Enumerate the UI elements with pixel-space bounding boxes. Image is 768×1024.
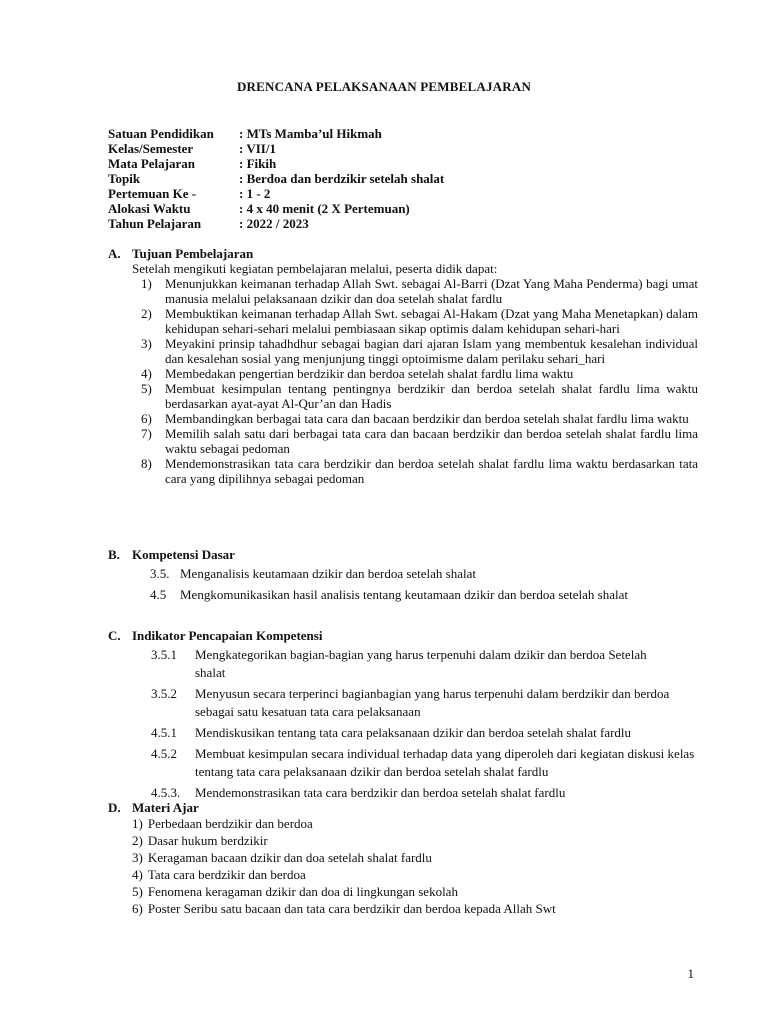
item-text: Membuat kesimpulan secara individual terhadap data yang diperoleh dari kegiatan diskusi kelas tentang tata cara pelaksanaan dzikir dan berdoa setelah shalat fardlu — [195, 746, 695, 779]
info-value: : VII/1 — [239, 141, 276, 156]
section-letter: A. — [108, 246, 121, 261]
info-row — [108, 216, 444, 231]
page-number: 1 — [687, 966, 694, 981]
item-number: 2) — [141, 306, 152, 321]
item-number: 8) — [141, 456, 152, 471]
item-text: Membuktikan keimanan terhadap Allah Swt. sebagai Al-Hakam (Dzat yang Maha Menetapkan) dalam kehidupan sehari-sehari melalui pembiasaan sikap optimis dalam kehidupan sehari-hari — [165, 306, 698, 336]
list-item — [141, 411, 698, 426]
item-text: Mendemonstrasikan tata cara berdzikir dan berdoa setelah shalat fardlu lima waktu berdasarkan tata cara yang dipilihnya sebagai pedoman — [165, 456, 698, 486]
list-item — [151, 685, 698, 721]
section-letter: B. — [108, 547, 120, 562]
item-number: 4.5.3. — [151, 785, 181, 800]
item-number: 1) — [141, 276, 152, 291]
info-row — [108, 156, 444, 171]
item-text: Perbedaan berdzikir dan berdoa — [147, 816, 313, 831]
list-item — [132, 900, 698, 917]
item-number: 6) — [141, 411, 152, 426]
info-row — [108, 141, 444, 156]
section-title: Indikator Pencapaian Kompetensi — [132, 628, 323, 643]
item-text: Membedakan pengertian berdzikir dan berdoa setelah shalat fardlu lima waktu — [165, 366, 574, 381]
item-text: Dasar hukum berdzikir — [147, 833, 268, 848]
section-title: Kompetensi Dasar — [132, 547, 235, 562]
item-number: 3.5.1 — [151, 647, 177, 662]
list-item — [132, 832, 698, 849]
info-row — [108, 126, 444, 141]
document-title: DRENCANA PELAKSANAAN PEMBELAJARAN — [236, 79, 532, 94]
list-item — [151, 646, 698, 682]
info-value: : 1 - 2 — [239, 186, 271, 201]
list-item — [151, 724, 698, 742]
info-row — [108, 186, 444, 201]
section-indikator — [108, 628, 698, 802]
list-item — [150, 586, 698, 604]
list-item — [132, 866, 698, 883]
list-item — [132, 883, 698, 900]
item-text: Membuat kesimpulan tentang pentingnya berdzikir dan berdoa setelah shalat fardlu lima waktu berdasarkan ayat-ayat Al-Qur’an dan Hadis — [165, 381, 698, 411]
item-number: 5) — [132, 884, 143, 899]
info-label: Satuan Pendidikan — [108, 126, 214, 141]
item-number: 3.5. — [150, 566, 170, 581]
section-materi-ajar — [108, 800, 698, 917]
item-number: 3) — [141, 336, 152, 351]
section-intro: Setelah mengikuti kegiatan pembelajaran melalui, peserta didik dapat: — [132, 261, 498, 276]
item-number: 4.5 — [150, 587, 167, 602]
item-number: 3) — [132, 850, 143, 865]
info-label: Pertemuan Ke - — [108, 186, 197, 201]
item-number: 1) — [132, 816, 143, 831]
info-label: Topik — [108, 171, 141, 186]
item-text: Mengkomunikasikan hasil analisis tentang keutamaan dzikir dan berdoa setelah shalat — [180, 587, 629, 602]
item-text: Keragaman bacaan dzikir dan doa setelah shalat fardlu — [147, 850, 432, 865]
item-text: Menunjukkan keimanan terhadap Allah Swt. sebagai Al-Barri (Dzat Yang Maha Penderma) bagi umat manusia melalui pelaksanaan dzikir dan doa setelah shalat fardlu — [165, 276, 698, 306]
section-heading — [108, 246, 698, 261]
objectives-list — [108, 276, 698, 486]
info-label: Tahun Pelajaran — [108, 216, 202, 231]
item-text: Poster Seribu satu bacaan dan tata cara berdzikir dan berdoa kepada Allah Swt — [147, 901, 556, 916]
item-text: Menyusun secara terperinci bagianbagian yang harus terpenuhi dalam berdzikir dan berdoa sebagai satu kesatuan tata cara pelaksanaan — [195, 686, 670, 719]
section-tujuan-pembelajaran — [108, 246, 698, 486]
item-text: Memilih salah satu dari berbagai tata cara dan bacaan berdzikir dan berdoa setelah shalat fardlu lima waktu sebagai pedoman — [165, 426, 698, 456]
item-number: 4) — [141, 366, 152, 381]
info-value: : Berdoa dan berdzikir setelah shalat — [239, 171, 445, 186]
section-heading — [108, 800, 698, 815]
section-letter: D. — [108, 800, 121, 815]
item-number: 2) — [132, 833, 143, 848]
section-title: Materi Ajar — [132, 800, 199, 815]
item-text: Mendemonstrasikan tata cara berdzikir dan berdoa setelah shalat fardlu — [195, 785, 566, 800]
list-item — [132, 815, 698, 832]
item-number: 3.5.2 — [151, 686, 177, 701]
list-item — [141, 276, 698, 306]
identity-table — [108, 126, 444, 231]
list-item — [141, 366, 698, 381]
info-value: : 4 x 40 menit (2 X Pertemuan) — [239, 201, 410, 216]
section-kompetensi-dasar — [108, 547, 698, 604]
info-value: : 2022 / 2023 — [239, 216, 309, 231]
item-number: 4.5.2 — [151, 746, 177, 761]
info-row — [108, 201, 444, 216]
info-label: Mata Pelajaran — [108, 156, 196, 171]
info-label: Alokasi Waktu — [108, 201, 191, 216]
info-value: : MTs Mamba’ul Hikmah — [239, 126, 382, 141]
section-heading — [108, 547, 698, 562]
list-item — [141, 336, 698, 366]
section-title: Tujuan Pembelajaran — [132, 246, 254, 261]
item-text: Meyakini prinsip tahadhdhur sebagai bagian dari ajaran Islam yang membentuk kesalehan individual dan kesalehan sosial yang menjunjung tinggi optoimisme dalam perilaku sehari_hari — [165, 336, 698, 366]
list-item — [132, 849, 698, 866]
item-text: Menganalisis keutamaan dzikir dan berdoa setelah shalat — [180, 566, 477, 581]
item-number: 6) — [132, 901, 143, 916]
list-item — [141, 456, 698, 486]
info-value: : Fikih — [239, 156, 277, 171]
section-heading — [108, 628, 698, 643]
list-item — [141, 306, 698, 336]
item-number: 4.5.1 — [151, 725, 177, 740]
info-label: Kelas/Semester — [108, 141, 194, 156]
item-number: 5) — [141, 381, 152, 396]
item-text: Fenomena keragaman dzikir dan doa di lingkungan sekolah — [147, 884, 458, 899]
item-text: Mendiskusikan tentang tata cara pelaksanaan dzikir dan berdoa setelah shalat fardlu — [195, 725, 632, 740]
list-item — [150, 565, 698, 583]
list-item — [151, 745, 698, 781]
section-letter: C. — [108, 628, 121, 643]
item-text: Membandingkan berbagai tata cara dan bacaan berdzikir dan berdoa setelah shalat fardlu lima waktu — [165, 411, 689, 426]
item-text: Tata cara berdzikir dan berdoa — [147, 867, 306, 882]
item-text: Mengkategorikan bagian-bagian yang harus terpenuhi dalam dzikir dan berdoa Setelah shalat — [195, 647, 647, 680]
item-number: 4) — [132, 867, 143, 882]
list-item — [141, 426, 698, 456]
info-row — [108, 171, 444, 186]
list-item — [141, 381, 698, 411]
item-number: 7) — [141, 426, 152, 441]
